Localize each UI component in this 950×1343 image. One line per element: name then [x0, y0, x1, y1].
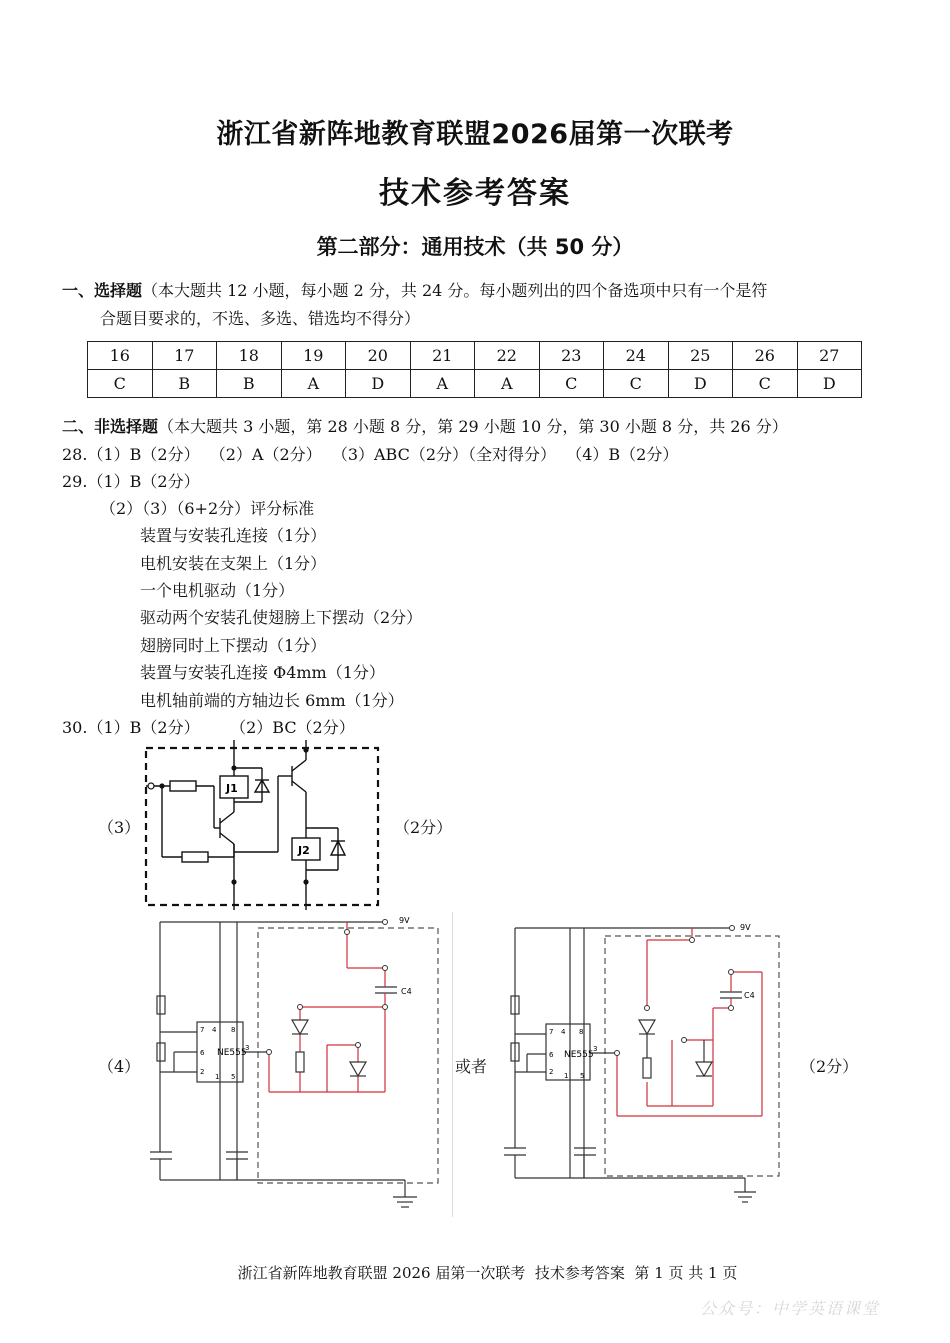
question-number: 23	[539, 342, 604, 370]
pin-label: 8	[231, 1026, 236, 1034]
q30-answers: 30.（1）B（2分） （2）BC（2分）	[62, 718, 355, 737]
pin-label: 3	[245, 1044, 250, 1052]
answer-table-number-row	[88, 342, 862, 370]
answer-cell: D	[797, 370, 862, 398]
pin-label: 7	[549, 1028, 554, 1036]
led-symbol	[292, 1020, 308, 1034]
resistor-symbol	[296, 1052, 304, 1072]
part2-intro	[62, 414, 788, 437]
part1-instructions-cont: 合题目要求的，不选、多选、错选均不得分）	[100, 309, 421, 328]
section-heading: 第二部分：通用技术（共 50 分）	[316, 235, 634, 259]
criteria-item: 驱动两个安装孔使翅膀上下摆动（2分）	[140, 608, 423, 627]
part1-instructions: （本大题共 12 小题，每小题 2 分，共 24 分。每小题列出的四个备选项中只有一个是符	[142, 281, 768, 300]
answer-cell: B	[152, 370, 217, 398]
relay-circuit-diagram	[138, 740, 388, 910]
question-number: 17	[152, 342, 217, 370]
answer-cell: A	[410, 370, 475, 398]
pin-label: 4	[561, 1028, 566, 1036]
dashed-box	[258, 928, 438, 1183]
pin-label: 2	[200, 1068, 205, 1076]
part1-intro	[62, 278, 767, 301]
diode-symbol	[350, 1062, 366, 1076]
watermark: 公众号：中学英语课堂	[700, 1299, 881, 1318]
resistor-symbol	[182, 852, 208, 862]
capacitor-label: C4	[401, 987, 412, 996]
criteria-item: 翅膀同时上下摆动（1分）	[140, 636, 327, 655]
pin-label: 1	[215, 1073, 220, 1081]
resistor-symbol	[170, 781, 196, 791]
ne555-circuit-b	[500, 912, 790, 1217]
part2-instructions: （本大题共 3 小题，第 28 小题 8 分，第 29 小题 10 分，第 30 小题 8 分，共 26 分）	[158, 417, 788, 436]
part1-label: 一、选择题	[62, 281, 143, 300]
criteria-item: 一个电机驱动（1分）	[140, 581, 295, 600]
question-number: 19	[281, 342, 346, 370]
page-subtitle: 技术参考答案	[379, 176, 571, 211]
question-number: 24	[604, 342, 669, 370]
pin-label: 1	[564, 1072, 569, 1080]
question-number: 16	[88, 342, 153, 370]
resistor-symbol	[157, 1043, 165, 1061]
pin-label: 7	[200, 1026, 205, 1034]
q30-3-label: （3）	[98, 818, 141, 837]
q28-answers: 28.（1）B（2分） （2）A（2分） （3）ABC（2分）（全对得分） （4）B（2分）	[62, 445, 679, 464]
criteria-item: 装置与安装孔连接 Φ4mm（1分）	[140, 663, 385, 682]
q30-4-or: 或者	[455, 1057, 488, 1076]
answer-table-answer-row	[88, 370, 862, 398]
supply-label: 9V	[399, 916, 410, 925]
pin-label: 6	[549, 1051, 554, 1059]
relay-j2-label: J2	[298, 844, 310, 857]
resistor-symbol	[643, 1058, 651, 1078]
question-number: 22	[475, 342, 540, 370]
question-number: 25	[668, 342, 733, 370]
chip-label: NE555	[564, 1050, 594, 1060]
page-footer: 浙江省新阵地教育联盟 2026 届第一次联考 技术参考答案 第 1 页 共 1 页	[237, 1264, 738, 1282]
answer-table	[87, 341, 862, 398]
supply-label: 9V	[740, 923, 751, 932]
q30-4-label: （4）	[98, 1057, 141, 1076]
pin-label: 4	[212, 1026, 217, 1034]
relay-j1-label: J1	[226, 782, 238, 795]
answer-cell: C	[88, 370, 153, 398]
criteria-item: 电机安装在支架上（1分）	[140, 554, 327, 573]
pin-label: 5	[231, 1073, 236, 1081]
q30-4-score: （2分）	[800, 1057, 859, 1076]
question-number: 27	[797, 342, 862, 370]
answer-cell: B	[217, 370, 282, 398]
pin-label: 8	[579, 1028, 584, 1036]
chip-label: NE555	[217, 1048, 247, 1058]
answer-cell: C	[539, 370, 604, 398]
pin-label: 6	[200, 1049, 205, 1057]
ne555-circuit-a	[145, 912, 445, 1217]
answer-cell: A	[281, 370, 346, 398]
criteria-item: 装置与安装孔连接（1分）	[140, 526, 327, 545]
capacitor-label: C4	[744, 991, 755, 1000]
answer-cell: C	[604, 370, 669, 398]
pin-label: 2	[549, 1068, 554, 1076]
led-symbol	[639, 1020, 655, 1034]
pin-label: 5	[580, 1072, 585, 1080]
answer-cell: D	[346, 370, 411, 398]
question-number: 20	[346, 342, 411, 370]
q29-part1: 29.（1）B（2分）	[62, 472, 200, 491]
q29-part2: （2）（3）（6+2分）评分标准	[100, 499, 315, 518]
pin-label: 3	[593, 1045, 598, 1053]
question-number: 26	[733, 342, 798, 370]
answer-cell: A	[475, 370, 540, 398]
question-number: 21	[410, 342, 475, 370]
question-number: 18	[217, 342, 282, 370]
page-title: 浙江省新阵地教育联盟2026届第一次联考	[216, 119, 734, 150]
resistor-symbol	[157, 996, 165, 1014]
diode-symbol	[696, 1062, 712, 1076]
divider	[452, 912, 453, 1217]
answer-cell: D	[668, 370, 733, 398]
answer-cell: C	[733, 370, 798, 398]
q30-3-score: （2分）	[394, 818, 453, 837]
criteria-item: 电机轴前端的方轴边长 6mm（1分）	[140, 691, 404, 710]
part2-label: 二、非选择题	[62, 417, 159, 436]
